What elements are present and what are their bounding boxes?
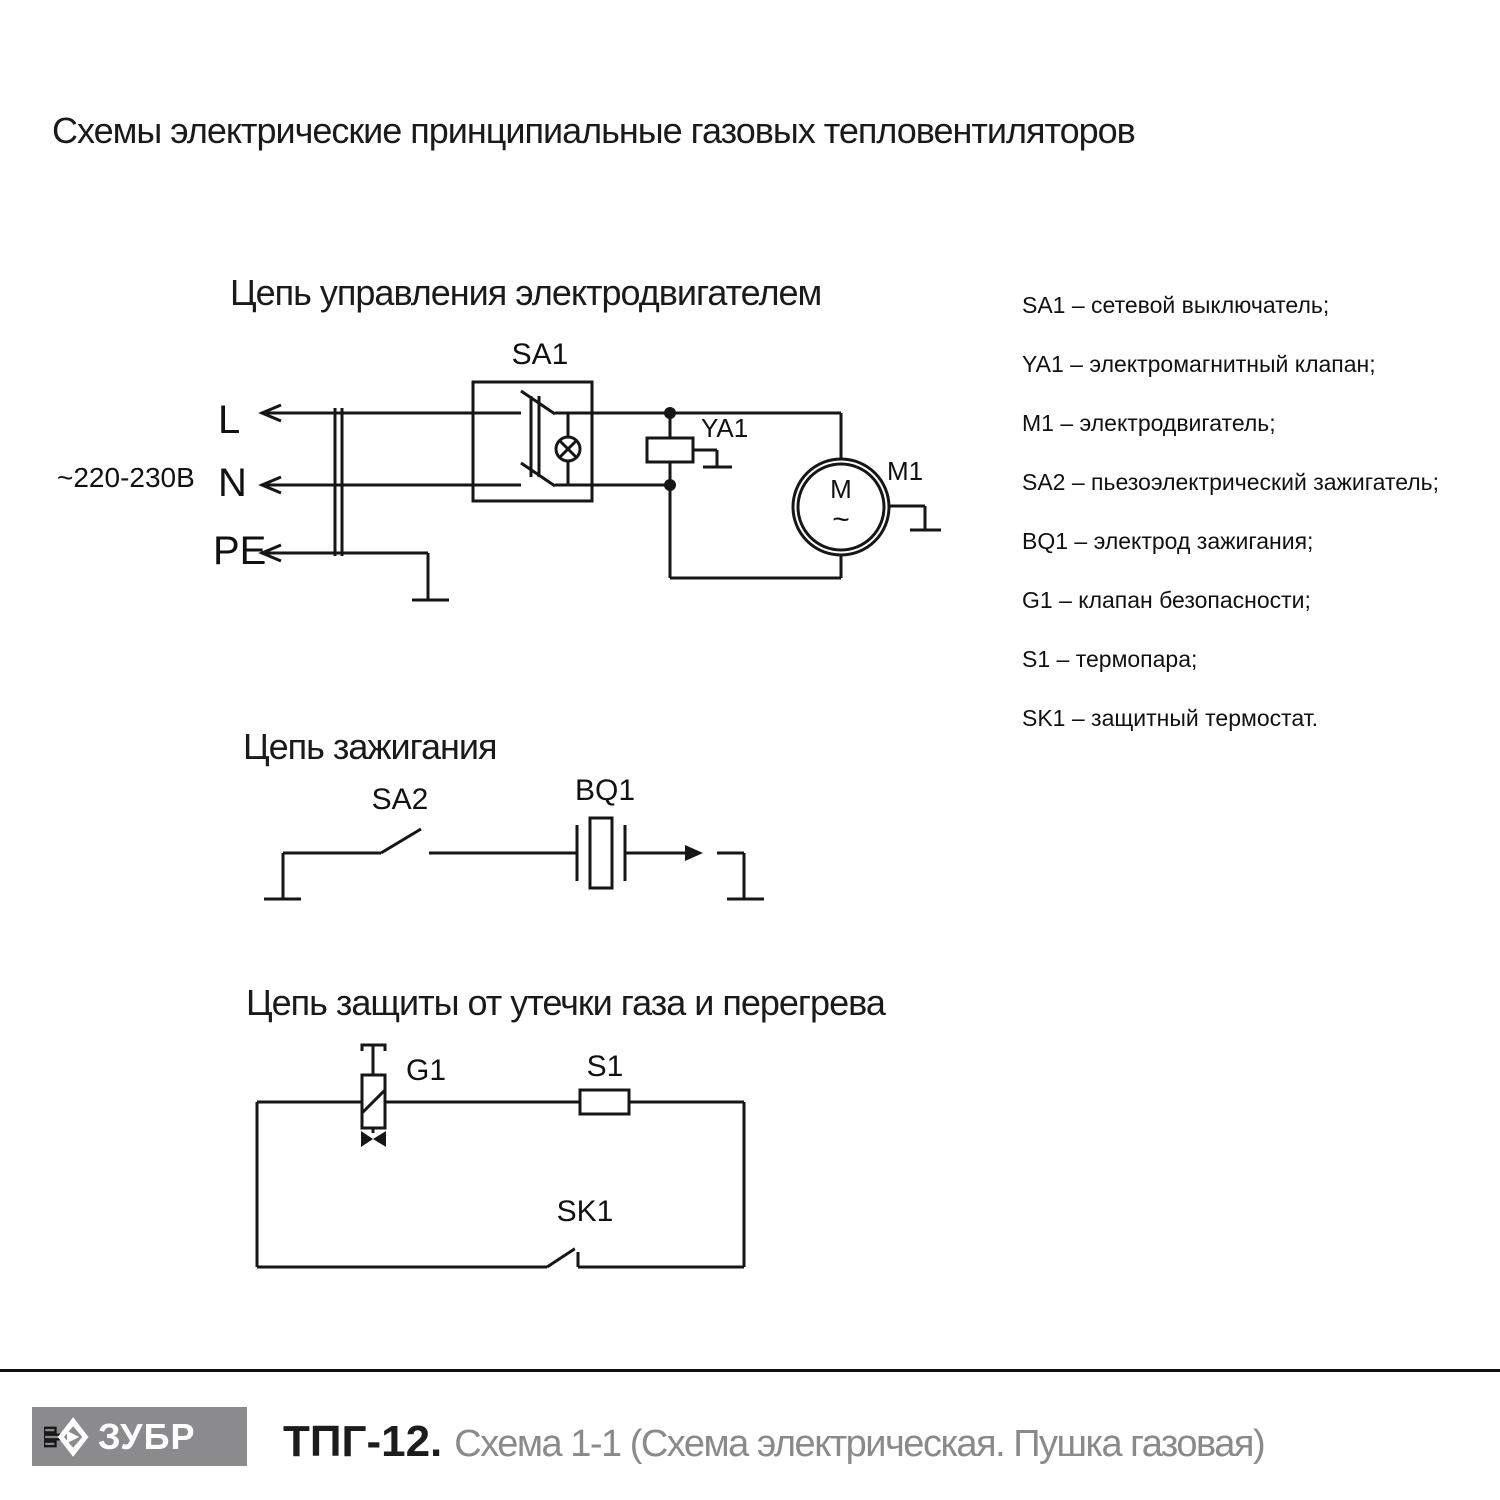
sk1-thermostat-symbol [547,1239,585,1267]
bq1-electrode-symbol [577,818,625,888]
l-wire [262,405,473,421]
ignition-circuit-svg [230,770,790,915]
m1-label: M1 [887,456,924,486]
spark-arrow-icon [625,845,703,861]
legend-item: SA1 – сетевой выключатель; [1022,292,1330,318]
bison-icon [44,1414,90,1460]
scheme-caption: Схема 1-1 (Схема электрическая. Пушка газовая) [454,1423,1265,1465]
protection-circuit-heading: Цепь защиты от утечки газа и перегрева [246,982,885,1023]
legend-item: G1 – клапан безопасности; [1022,587,1311,613]
plug-connector-symbol [335,408,342,556]
right-ground-symbol [717,853,764,899]
lamp-icon [556,413,580,485]
bq1-label: BQ1 [574,774,636,807]
sk1-label: SK1 [556,1195,614,1228]
ya1-label: YA1 [701,413,749,443]
voltage-label: ~220-230В [57,462,195,493]
legend-item: SA2 – пьезоэлектрический зажигатель; [1022,469,1440,495]
ignition-circuit-heading: Цепь зажигания [243,726,497,767]
legend-item: YA1 – электромагнитный клапан; [1022,351,1376,377]
model-label: ТПГ-12. [283,1417,443,1466]
sa2-switch-symbol [381,829,429,854]
pe-wire [262,545,428,561]
footer-caption-row [283,1419,1264,1467]
zubr-logo [32,1407,247,1466]
wire-label-pe: PE [213,529,267,573]
protection-circuit-svg [240,1030,760,1285]
page-title: Схемы электрические принципиальные газовых тепловентиляторов [52,110,1135,151]
legend [1022,293,1462,765]
logo-brand-text: ЗУБР [98,1415,196,1457]
sa2-label: SA2 [371,783,429,816]
motor-letter: M [830,474,852,504]
left-ground-symbol [264,853,301,899]
legend-item: BQ1 – электрод зажигания; [1022,528,1314,554]
motor-circuit-heading: Цепь управления электродвигателем [230,272,822,313]
wire-label-n: N [218,461,247,505]
sa1-switch-symbol [473,382,592,501]
g1-label: G1 [406,1054,447,1087]
legend-item: M1 – электродвигатель; [1022,410,1276,436]
legend-item: SK1 – защитный термостат. [1022,705,1319,731]
sa1-label: SA1 [511,338,569,371]
legend-item: S1 – термопара; [1022,646,1198,672]
s1-thermocouple-symbol [580,1090,629,1114]
motor-ac-symbol: ~ [832,503,850,536]
s1-label: S1 [586,1050,624,1083]
pe-ground-symbol [412,553,449,600]
motor-ground-symbol [888,506,941,530]
g1-valve-symbol [361,1045,386,1147]
footer-separator [0,1369,1500,1372]
n-wire [262,477,473,493]
wire-label-l: L [218,398,241,442]
